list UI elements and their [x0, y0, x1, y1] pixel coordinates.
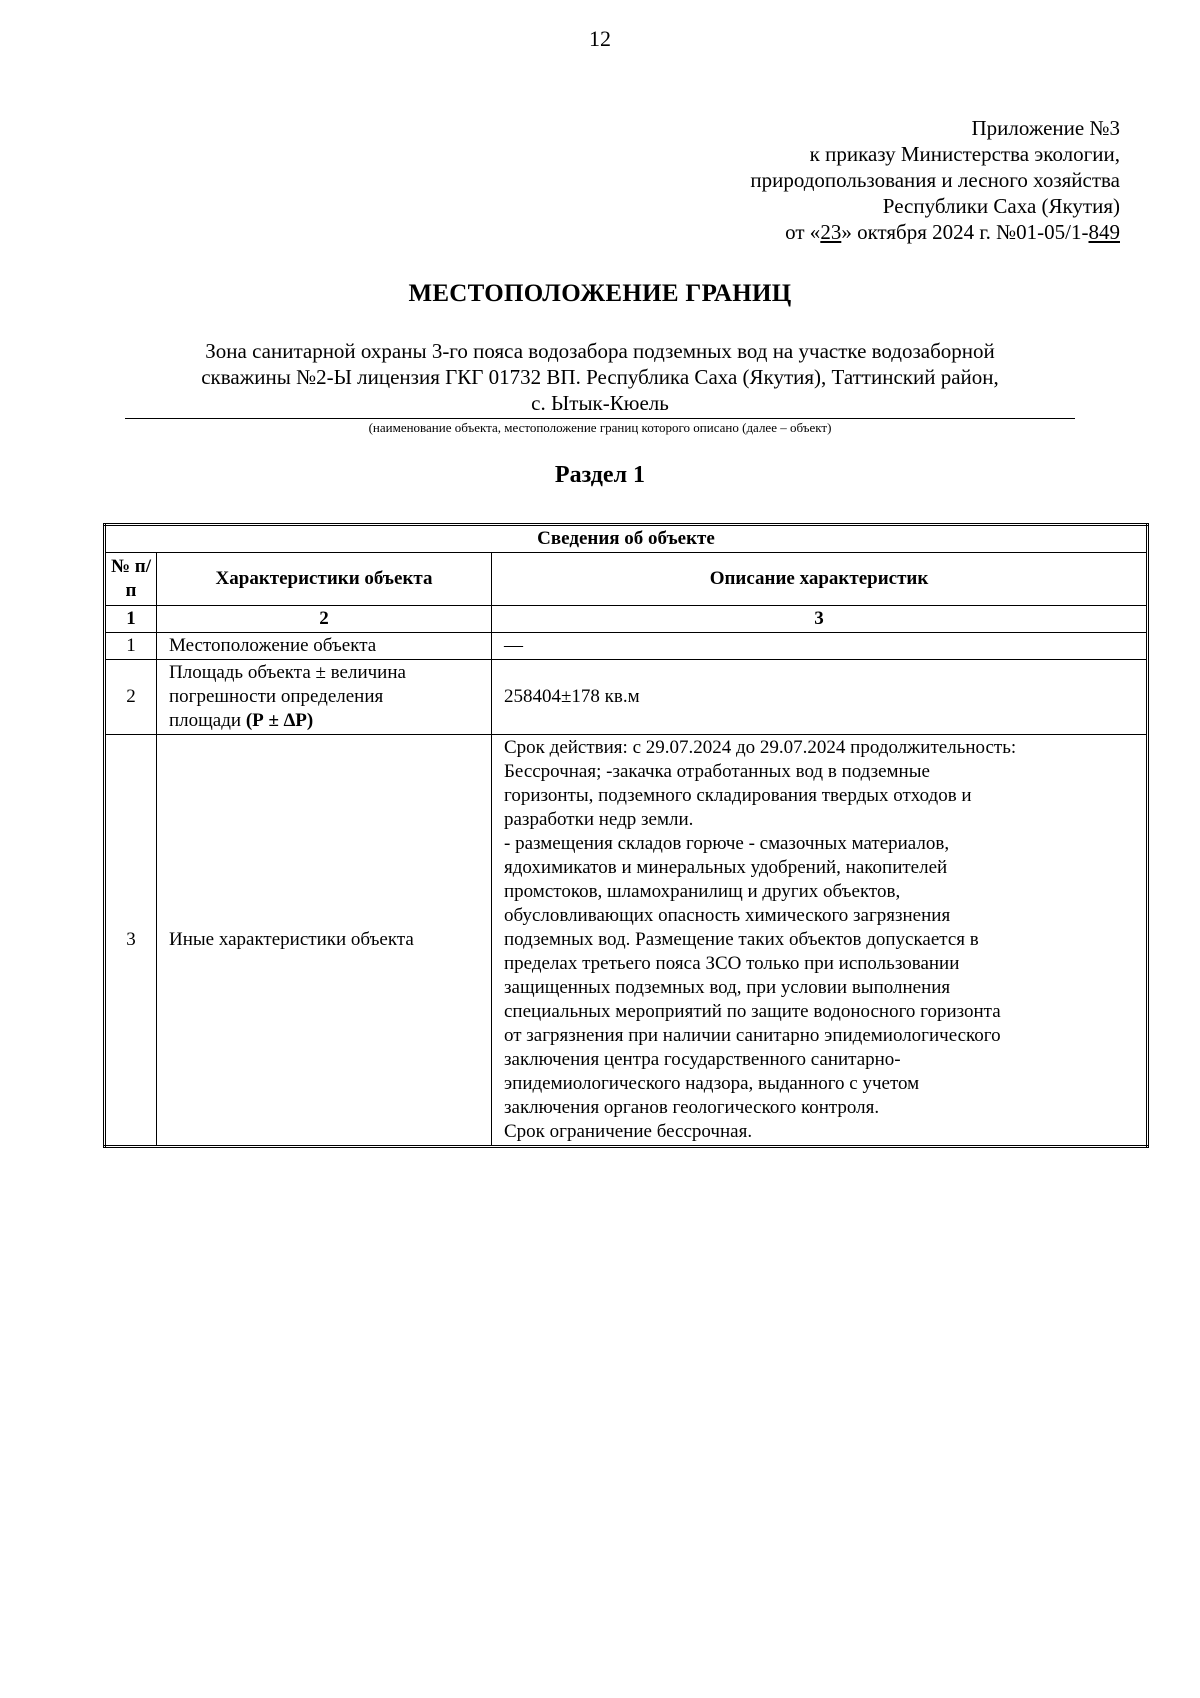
- description-line: - размещения складов горюче - смазочных материалов,: [504, 833, 950, 854]
- characteristic-line: [169, 709, 479, 733]
- page-number: 12: [589, 26, 611, 51]
- characteristic-text: площади: [169, 710, 246, 731]
- appendix-block: [750, 115, 1120, 245]
- description-line: промстоков, шламохранилищ и других объектов,: [504, 881, 901, 902]
- appendix-line-3: природопользования и лесного хозяйства: [750, 168, 1120, 192]
- row-characteristic: Местоположение объекта: [157, 633, 492, 660]
- document-title: МЕСТОПОЛОЖЕНИЕ ГРАНИЦ: [408, 280, 792, 307]
- row-characteristic: Иные характеристики объекта: [157, 735, 492, 1147]
- object-name-caption: (наименование объекта, местоположение границ которого описано (далее – объект): [368, 420, 832, 435]
- index-cell-2: 2: [157, 606, 492, 633]
- order-number: 849: [1088, 220, 1120, 244]
- table-row: [105, 633, 1148, 660]
- date-mid: » октября 2024 г. №01-05/1-: [841, 220, 1089, 244]
- description-line: от загрязнения при наличии санитарно эпидемиологического: [504, 1025, 1001, 1046]
- object-name-line-3: с. Ытык-Кюель: [531, 391, 669, 415]
- object-name-underline: [125, 418, 1075, 419]
- row-description: 258404±178 кв.м: [492, 660, 1148, 735]
- description-line: обусловливающих опасность химического загрязнения: [504, 905, 951, 926]
- date-prefix: от «: [785, 220, 821, 244]
- description-line: подземных вод. Размещение таких объектов допускается в: [504, 929, 979, 950]
- row-num: 2: [105, 660, 157, 735]
- description-line: Бессрочная; -закачка отработанных вод в подземные: [504, 761, 930, 782]
- row-characteristic: [157, 660, 492, 735]
- date-day: 23: [820, 220, 842, 244]
- header-num: № п/п: [105, 553, 157, 606]
- row-num: 3: [105, 735, 157, 1147]
- description-line: Срок действия: с 29.07.2024 до 29.07.2024 продолжительность:: [504, 737, 1017, 758]
- description-line: специальных мероприятий по защите водоносного горизонта: [504, 1001, 1001, 1022]
- index-cell-1: 1: [105, 606, 157, 633]
- table-row: [105, 660, 1148, 735]
- description-line: заключения центра государственного санитарно-: [504, 1049, 901, 1070]
- section-title: Раздел 1: [554, 462, 646, 488]
- description-line: горизонты, подземного складирования твердых отходов и: [504, 785, 972, 806]
- description-line: заключения органов геологического контроля.: [504, 1097, 880, 1118]
- characteristic-formula: (Р ± ∆Р): [245, 710, 314, 731]
- object-name: [125, 338, 1075, 416]
- appendix-date-line: [750, 219, 1120, 245]
- description-line: эпидемиологического надзора, выданного с учетом: [504, 1073, 920, 1094]
- row-description: —: [492, 633, 1148, 660]
- description-line: Срок ограничение бессрочная.: [504, 1121, 753, 1142]
- row-num: 1: [105, 633, 157, 660]
- header-characteristic: Характеристики объекта: [157, 553, 492, 606]
- description-line: защищенных подземных вод, при условии выполнения: [504, 977, 951, 998]
- characteristic-line: Площадь объекта ± величина: [169, 662, 406, 683]
- object-name-line-2: скважины №2-Ы лицензия ГКГ 01732 ВП. Республика Саха (Якутия), Таттинский район,: [201, 365, 999, 389]
- object-info-table: [103, 523, 1149, 1148]
- description-line: разработки недр земли.: [504, 809, 694, 830]
- characteristic-line: погрешности определения: [169, 686, 384, 707]
- index-cell-3: 3: [492, 606, 1148, 633]
- appendix-line-4: Республики Саха (Якутия): [882, 194, 1120, 218]
- header-description: Описание характеристик: [492, 553, 1148, 606]
- description-line: ядохимикатов и минеральных удобрений, накопителей: [504, 857, 948, 878]
- appendix-line-2: к приказу Министерства экологии,: [809, 142, 1120, 166]
- appendix-line-1: Приложение №3: [971, 116, 1120, 140]
- description-line: пределах третьего пояса ЗСО только при использовании: [504, 953, 960, 974]
- row-description: [492, 735, 1148, 1147]
- table-row: [105, 735, 1148, 1147]
- object-name-line-1: Зона санитарной охраны 3-го пояса водозабора подземных вод на участке водозаборной: [205, 339, 995, 363]
- table-caption: Сведения об объекте: [105, 525, 1148, 553]
